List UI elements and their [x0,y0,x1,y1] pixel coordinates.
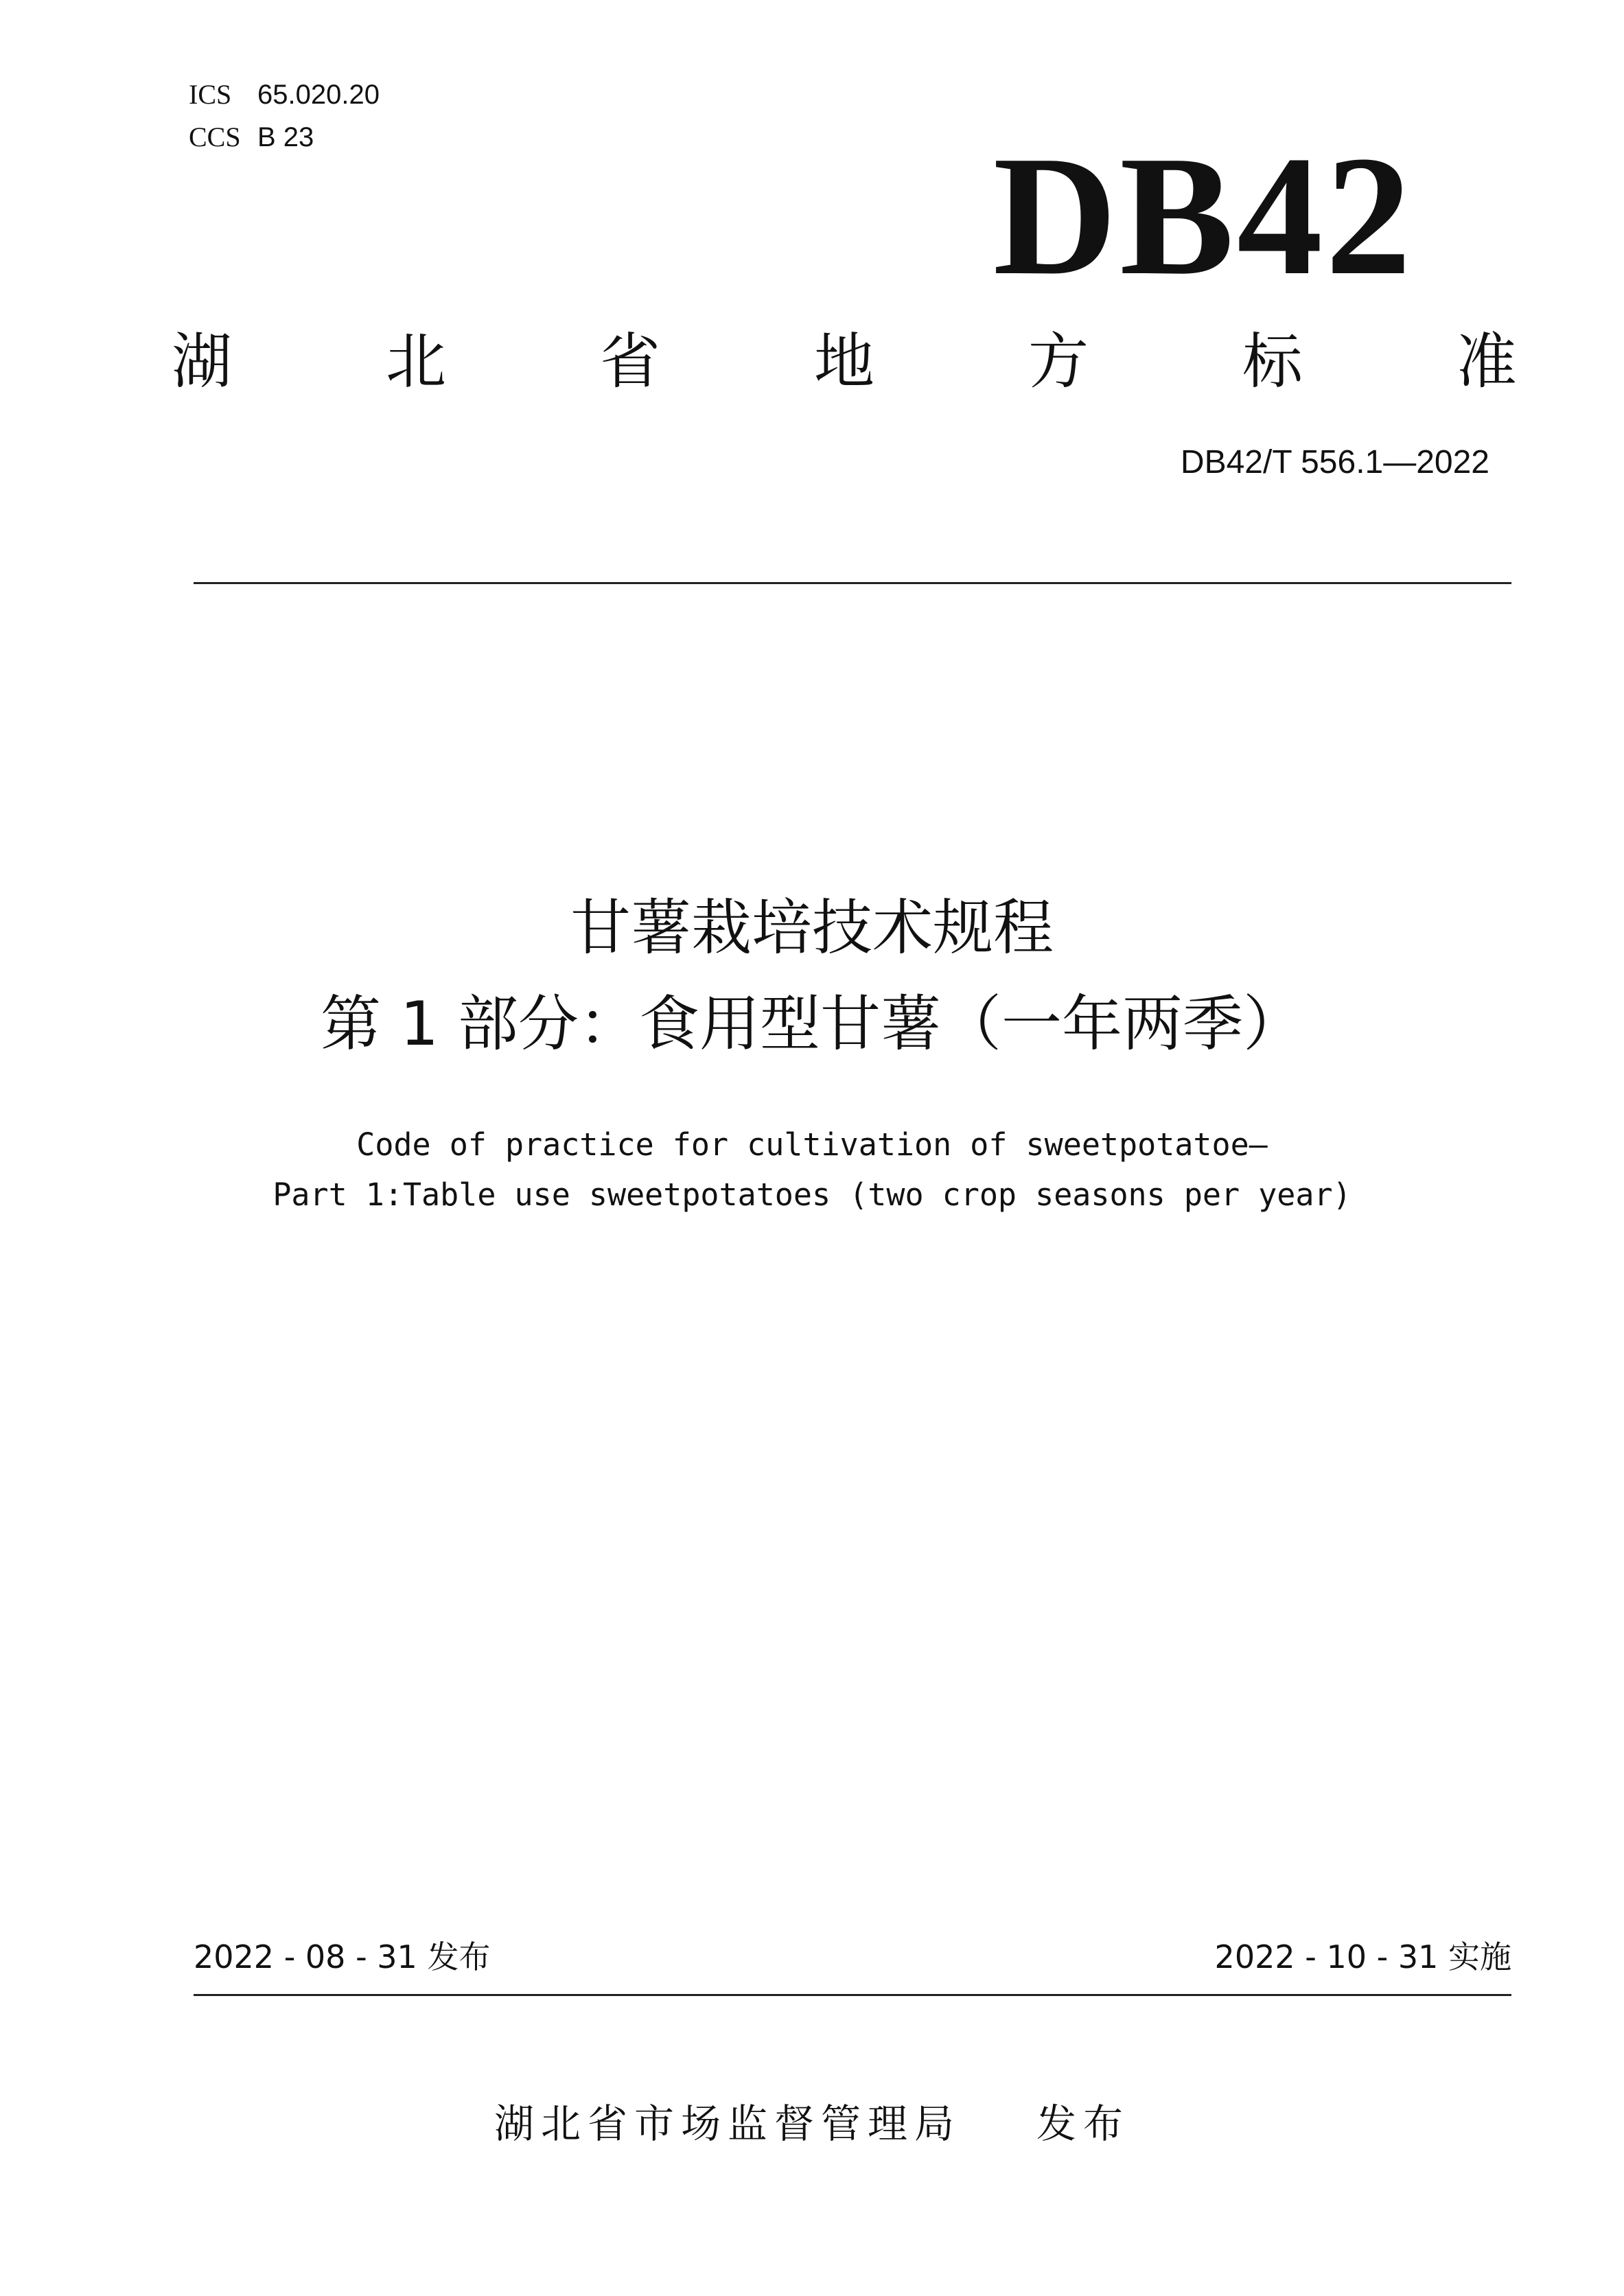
title-en-line2: Part 1:Table use sweetpotatoes (two crop seasons per year) [272,1176,1352,1213]
issuer-name: 湖北省市场监督管理局 [494,2100,961,2147]
heading-char: 北 [385,326,446,397]
title-en-line1: Code of practice for cultivation of sweetpotatoe— [356,1126,1268,1163]
heading-char: 地 [813,326,874,397]
footer-divider [194,1994,1511,1996]
heading-char: 标 [1242,326,1303,397]
release-date: 2022 - 08 - 31 发布 [194,1938,491,1975]
ics-classification [189,81,380,108]
ccs-classification [189,121,314,152]
provincial-standard-heading [172,312,1517,402]
heading-char: 方 [1028,326,1089,397]
implementation-date: 2022 - 10 - 31 实施 [1214,1938,1511,1975]
issuer-action: 发布 [1036,2100,1130,2147]
ics-label: ICS [189,79,232,110]
header-divider [194,582,1511,584]
ccs-value: B 23 [257,122,314,152]
ics-value: 65.020.20 [257,80,380,110]
heading-char: 准 [1456,326,1517,397]
standard-code-logo: DB42 [993,121,1414,311]
standard-number: DB42/T 556.1—2022 [1180,444,1489,480]
heading-char: 湖 [172,326,233,397]
heading-char: 省 [599,326,660,397]
title-zh-line2: 第 1 部分：食用型甘薯（一年两季） [321,988,1303,1059]
title-zh-line1: 甘薯栽培技术规程 [570,892,1054,963]
issuer-line [0,2100,1624,2147]
ccs-label: CCS [189,121,241,152]
